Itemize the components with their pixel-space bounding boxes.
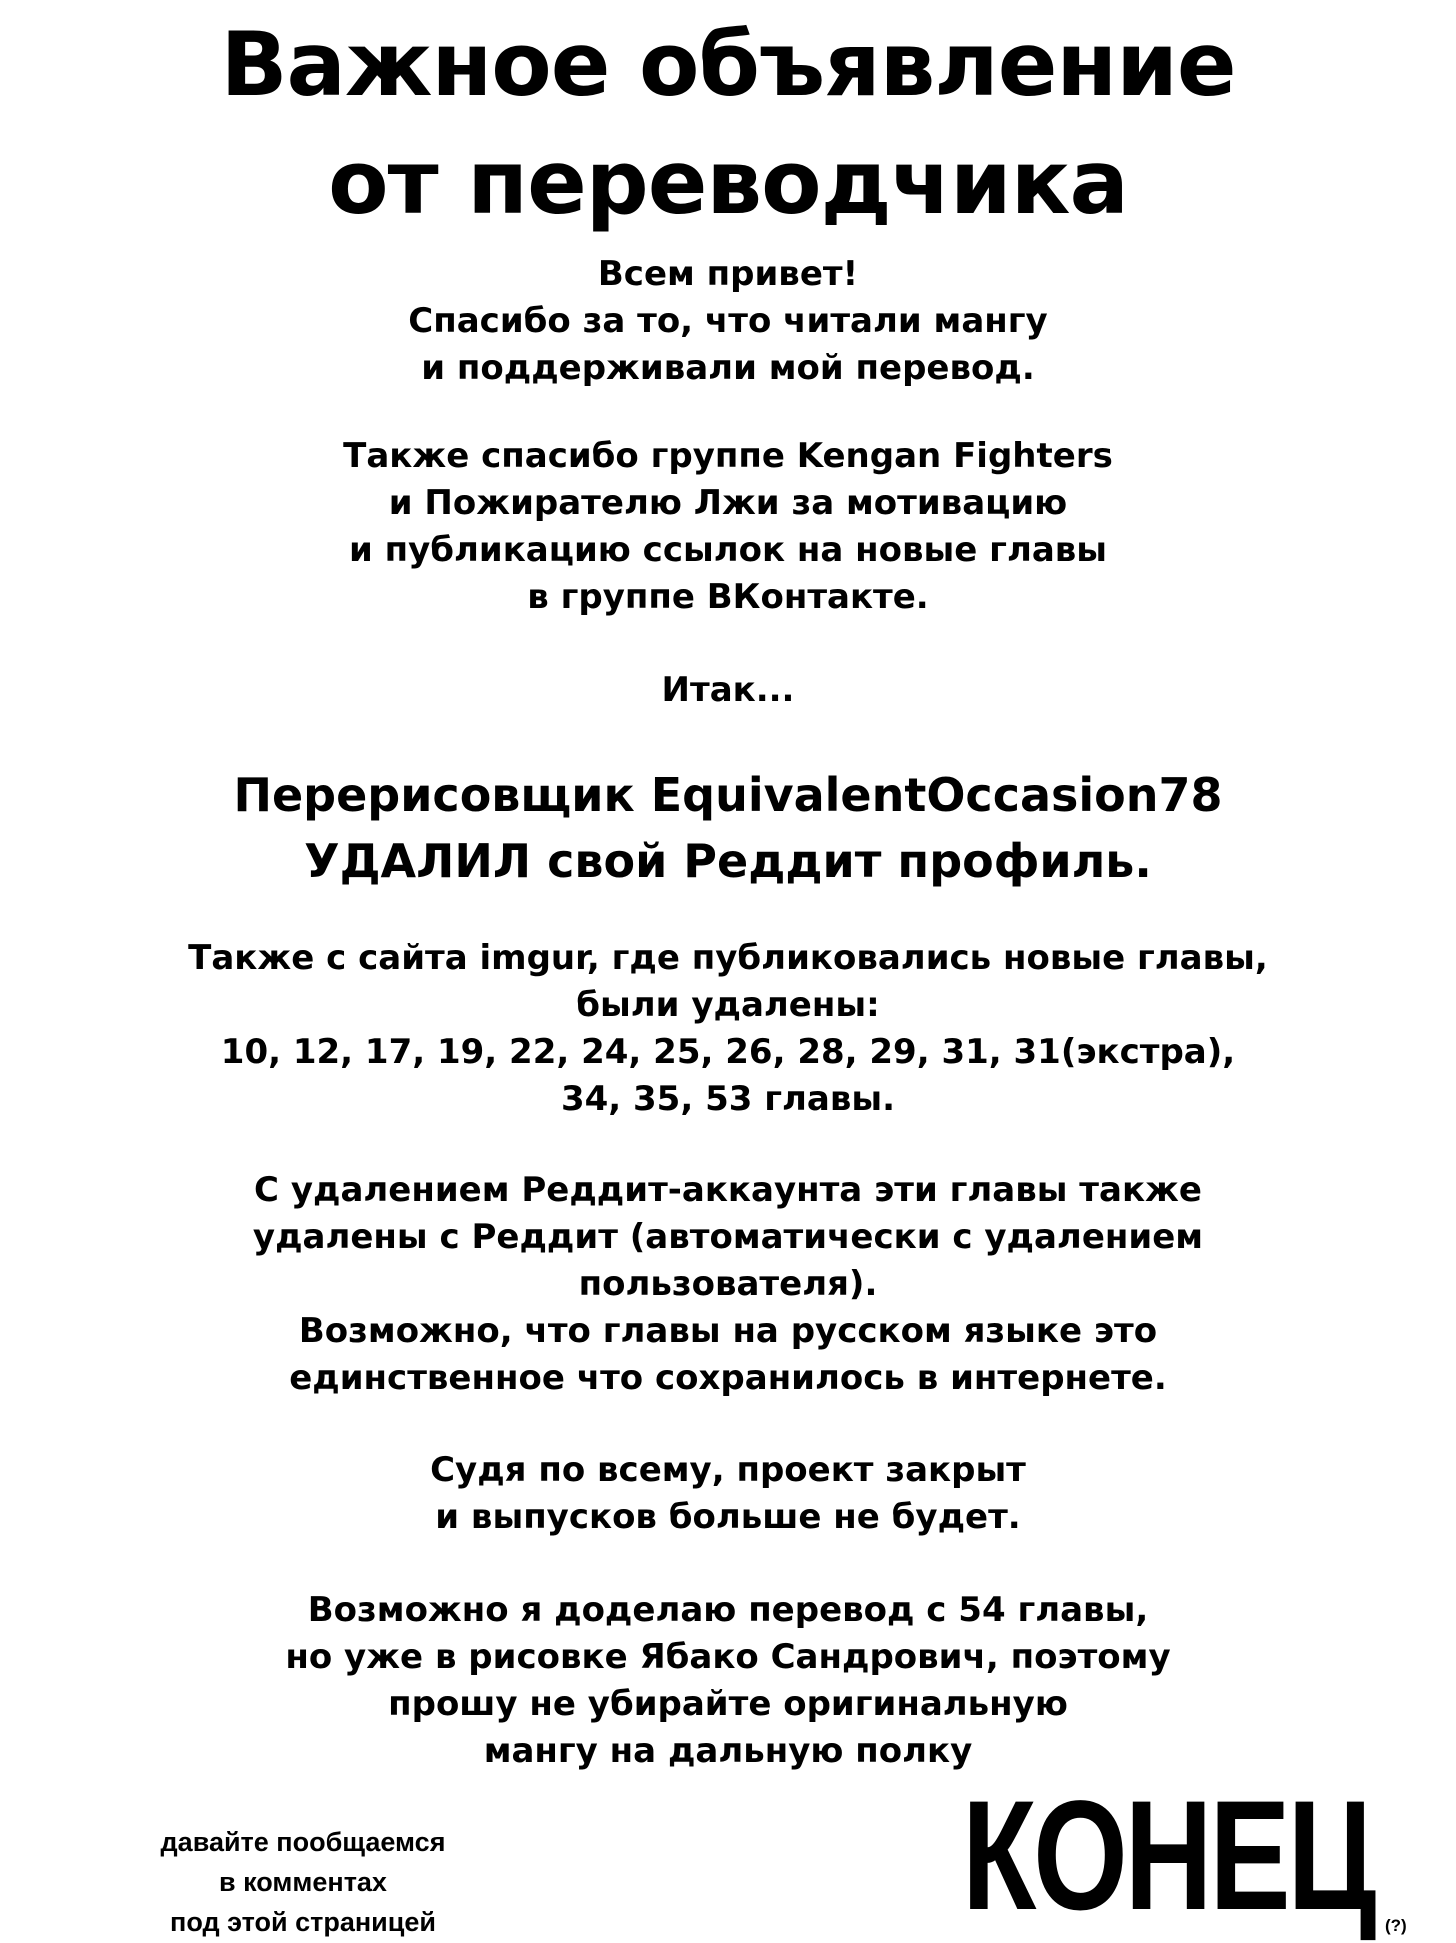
thanks-line-4: в группе ВКонтакте. [527, 577, 929, 617]
thanks-line-3: и публикацию ссылок на новые главы [348, 530, 1108, 570]
the-end-question-mark: (?) [1385, 1916, 1407, 1935]
comment-invitation [118, 1822, 488, 1942]
the-end-heading: КОНЕЦ [962, 1769, 1374, 1943]
headline-line-2: УДАЛИЛ свой Реддит профиль. [304, 834, 1152, 888]
deleted-chapters-paragraph [0, 935, 1456, 1123]
deleted-chapters-line-3: 10, 12, 17, 19, 22, 24, 25, 26, 28, 29, 31, 31(экстра), [220, 1032, 1236, 1072]
future-plans-line-1: Возможно я доделаю перевод с 54 главы, [307, 1590, 1149, 1630]
reddit-removal-line-5: единственное что сохранилось в интернете. [289, 1358, 1167, 1398]
project-status-paragraph [0, 1447, 1456, 1541]
future-plans-paragraph [0, 1587, 1456, 1775]
future-plans-line-2: но уже в рисовке Ябако Сандрович, поэтому [285, 1637, 1171, 1677]
page-title [0, 6, 1456, 242]
reddit-removal-line-3: пользователя). [578, 1264, 878, 1304]
greeting-paragraph [0, 251, 1456, 392]
future-plans-line-4: мангу на дальную полку [483, 1731, 973, 1771]
thanks-line-2: и Пожирателю Лжи за мотивацию [388, 483, 1068, 523]
deleted-chapters-line-2: были удалены: [576, 985, 880, 1025]
reddit-removal-line-2: удалены с Реддит (автоматически с удалением [252, 1217, 1204, 1257]
project-status-line-2: и выпусков больше не будет. [435, 1497, 1021, 1537]
comment-invitation-line-1: давайте пообщаемся [160, 1827, 446, 1857]
greeting-line-2: Спасибо за то, что читали мангу [408, 301, 1048, 341]
comment-invitation-line-2: в комментах [219, 1867, 387, 1897]
deleted-chapters-line-1: Также с сайта imgur, где публиковались новые главы, [188, 938, 1268, 978]
so-line-1: Итак... [661, 670, 795, 710]
future-plans-line-3: прошу не убирайте оригинальную [388, 1684, 1068, 1724]
reddit-removal-line-1: С удалением Реддит-аккаунта эти главы также [254, 1170, 1202, 1210]
reddit-removal-line-4: Возможно, что главы на русском языке это [298, 1311, 1158, 1351]
greeting-line-3: и поддерживали мой перевод. [421, 348, 1035, 388]
title-line-2: от переводчика [328, 131, 1128, 234]
thanks-paragraph [0, 433, 1456, 621]
title-line-1: Важное объявление [220, 13, 1236, 116]
so-paragraph [0, 667, 1456, 714]
thanks-line-1: Также спасибо группе Kengan Fighters [343, 436, 1113, 476]
comment-invitation-line-3: под этой страницей [170, 1907, 436, 1937]
project-status-line-1: Судя по всему, проект закрыт [430, 1450, 1026, 1490]
headline-line-1: Перерисовщик EquivalentOccasion78 [233, 768, 1223, 822]
headline-paragraph [0, 762, 1456, 894]
greeting-line-1: Всем привет! [597, 254, 859, 294]
deleted-chapters-line-4: 34, 35, 53 главы. [560, 1079, 896, 1119]
reddit-removal-paragraph [0, 1167, 1456, 1402]
